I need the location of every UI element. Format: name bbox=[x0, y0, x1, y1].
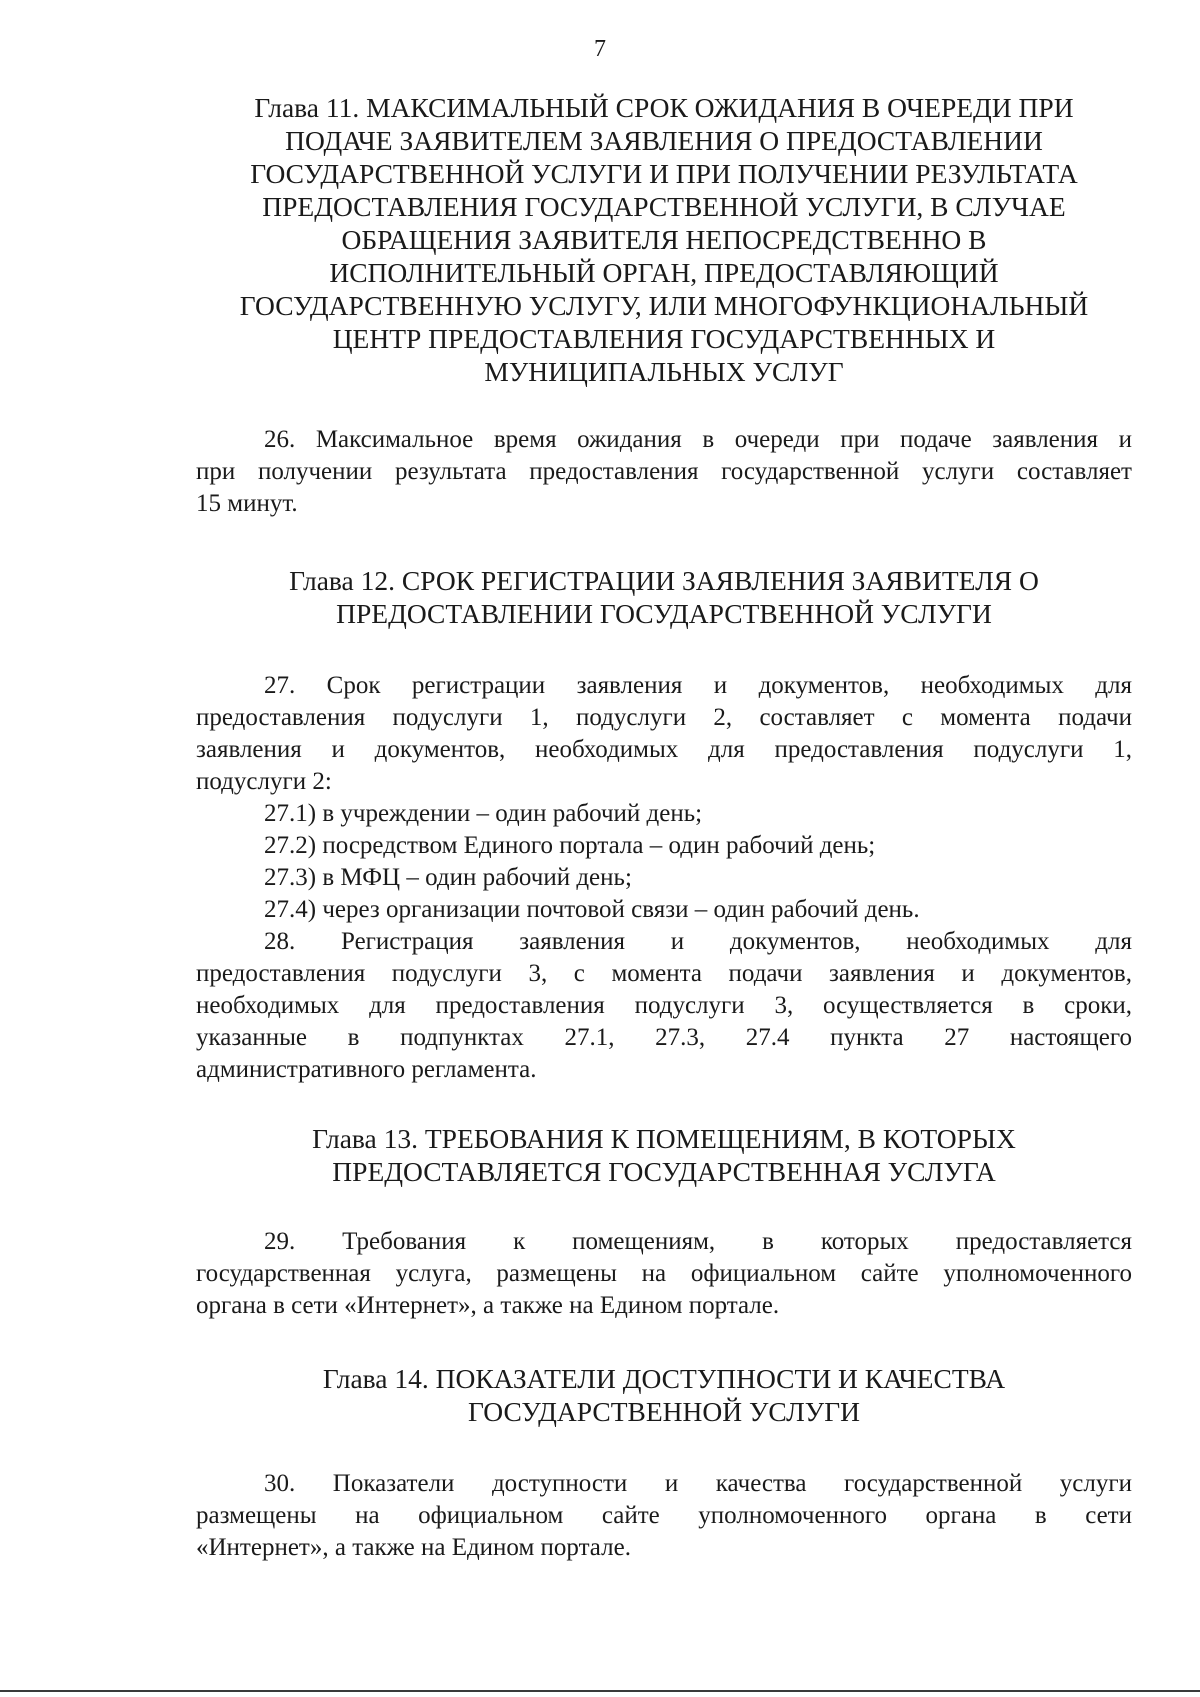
paragraph-line: предоставления подуслуги 1, подуслуги 2, составляет с момента подачи bbox=[196, 704, 1132, 731]
paragraph-line: заявления и документов, необходимых для предоставления подуслуги 1, bbox=[196, 736, 1132, 763]
list-item: 27.3) в МФЦ – один рабочий день; bbox=[264, 864, 632, 891]
heading-line: ПРЕДОСТАВЛЕНИИ ГОСУДАРСТВЕННОЙ УСЛУГИ bbox=[336, 598, 992, 629]
heading-line: ИСПОЛНИТЕЛЬНЫЙ ОРГАН, ПРЕДОСТАВЛЯЮЩИЙ bbox=[329, 257, 999, 288]
heading-line: ПОДАЧЕ ЗАЯВИТЕЛЕМ ЗАЯВЛЕНИЯ О ПРЕДОСТАВЛЕНИИ bbox=[285, 125, 1043, 156]
paragraph-line: «Интернет», а также на Едином портале. bbox=[196, 1534, 631, 1561]
heading-line: ПРЕДОСТАВЛЕНИЯ ГОСУДАРСТВЕННОЙ УСЛУГИ, В СЛУЧАЕ bbox=[262, 191, 1066, 222]
paragraph-line: при получении результата предоставления государственной услуги составляет bbox=[196, 458, 1132, 485]
paragraph-line: предоставления подуслуги 3, с момента подачи заявления и документов, bbox=[196, 960, 1132, 987]
paragraph-line: размещены на официальном сайте уполномоченного органа в сети bbox=[196, 1502, 1132, 1529]
paragraph-27 bbox=[196, 670, 1132, 926]
paragraph-line: указанные в подпунктах 27.1, 27.3, 27.4 пункта 27 настоящего bbox=[196, 1024, 1132, 1051]
list-item: 27.4) через организации почтовой связи – один рабочий день. bbox=[264, 896, 920, 923]
heading-line: ЦЕНТР ПРЕДОСТАВЛЕНИЯ ГОСУДАРСТВЕННЫХ И bbox=[332, 323, 996, 354]
paragraph-line: необходимых для предоставления подуслуги 3, осуществляется в сроки, bbox=[196, 992, 1132, 1019]
paragraph-28 bbox=[196, 926, 1132, 1086]
paragraph-29 bbox=[196, 1226, 1132, 1322]
paragraph-line: подуслуги 2: bbox=[196, 768, 332, 795]
heading-line: ГОСУДАРСТВЕННУЮ УСЛУГУ, ИЛИ МНОГОФУНКЦИОНАЛЬНЫЙ bbox=[239, 290, 1089, 321]
paragraph-30 bbox=[196, 1468, 1132, 1564]
paragraph-26 bbox=[196, 424, 1132, 520]
paragraph-line: 27. Срок регистрации заявления и документов, необходимых для bbox=[264, 672, 1132, 699]
heading-line: ГОСУДАРСТВЕННОЙ УСЛУГИ bbox=[468, 1396, 860, 1427]
chapter-14-heading bbox=[196, 1362, 1132, 1428]
heading-line: Глава 11. МАКСИМАЛЬНЫЙ СРОК ОЖИДАНИЯ В ОЧЕРЕДИ ПРИ bbox=[254, 92, 1074, 123]
paragraph-line: 29. Требования к помещениям, в которых предоставляется bbox=[264, 1228, 1132, 1255]
list-item: 27.2) посредством Единого портала – один рабочий день; bbox=[264, 832, 876, 859]
heading-line: МУНИЦИПАЛЬНЫХ УСЛУГ bbox=[484, 356, 844, 387]
paragraph-line: 15 минут. bbox=[196, 490, 298, 517]
chapter-12-heading bbox=[196, 564, 1132, 630]
heading-line: Глава 13. ТРЕБОВАНИЯ К ПОМЕЩЕНИЯМ, В КОТОРЫХ bbox=[312, 1123, 1016, 1154]
list-item: 27.1) в учреждении – один рабочий день; bbox=[264, 800, 703, 827]
paragraph-line: 28. Регистрация заявления и документов, необходимых для bbox=[264, 928, 1132, 955]
page-number: 7 bbox=[594, 36, 606, 62]
page-content bbox=[196, 91, 1132, 1564]
chapter-13-heading bbox=[196, 1122, 1132, 1188]
heading-line: ОБРАЩЕНИЯ ЗАЯВИТЕЛЯ НЕПОСРЕДСТВЕННО В bbox=[341, 224, 987, 255]
paragraph-line: государственная услуга, размещены на официальном сайте уполномоченного bbox=[196, 1260, 1132, 1287]
heading-line: Глава 14. ПОКАЗАТЕЛИ ДОСТУПНОСТИ И КАЧЕСТВА bbox=[322, 1363, 1006, 1394]
heading-line: Глава 12. СРОК РЕГИСТРАЦИИ ЗАЯВЛЕНИЯ ЗАЯВИТЕЛЯ О bbox=[289, 565, 1039, 596]
heading-line: ГОСУДАРСТВЕННОЙ УСЛУГИ И ПРИ ПОЛУЧЕНИИ РЕЗУЛЬТАТА bbox=[250, 158, 1078, 189]
paragraph-line: 30. Показатели доступности и качества государственной услуги bbox=[264, 1470, 1132, 1497]
paragraph-line: 26. Максимальное время ожидания в очереди при подаче заявления и bbox=[264, 426, 1132, 453]
heading-line: ПРЕДОСТАВЛЯЕТСЯ ГОСУДАРСТВЕННАЯ УСЛУГА bbox=[332, 1156, 996, 1187]
scan-edge-line bbox=[0, 1690, 1200, 1692]
chapter-11-heading bbox=[196, 91, 1132, 388]
paragraph-line: органа в сети «Интернет», а также на Едином портале. bbox=[196, 1292, 780, 1319]
paragraph-line: административного регламента. bbox=[196, 1056, 537, 1083]
